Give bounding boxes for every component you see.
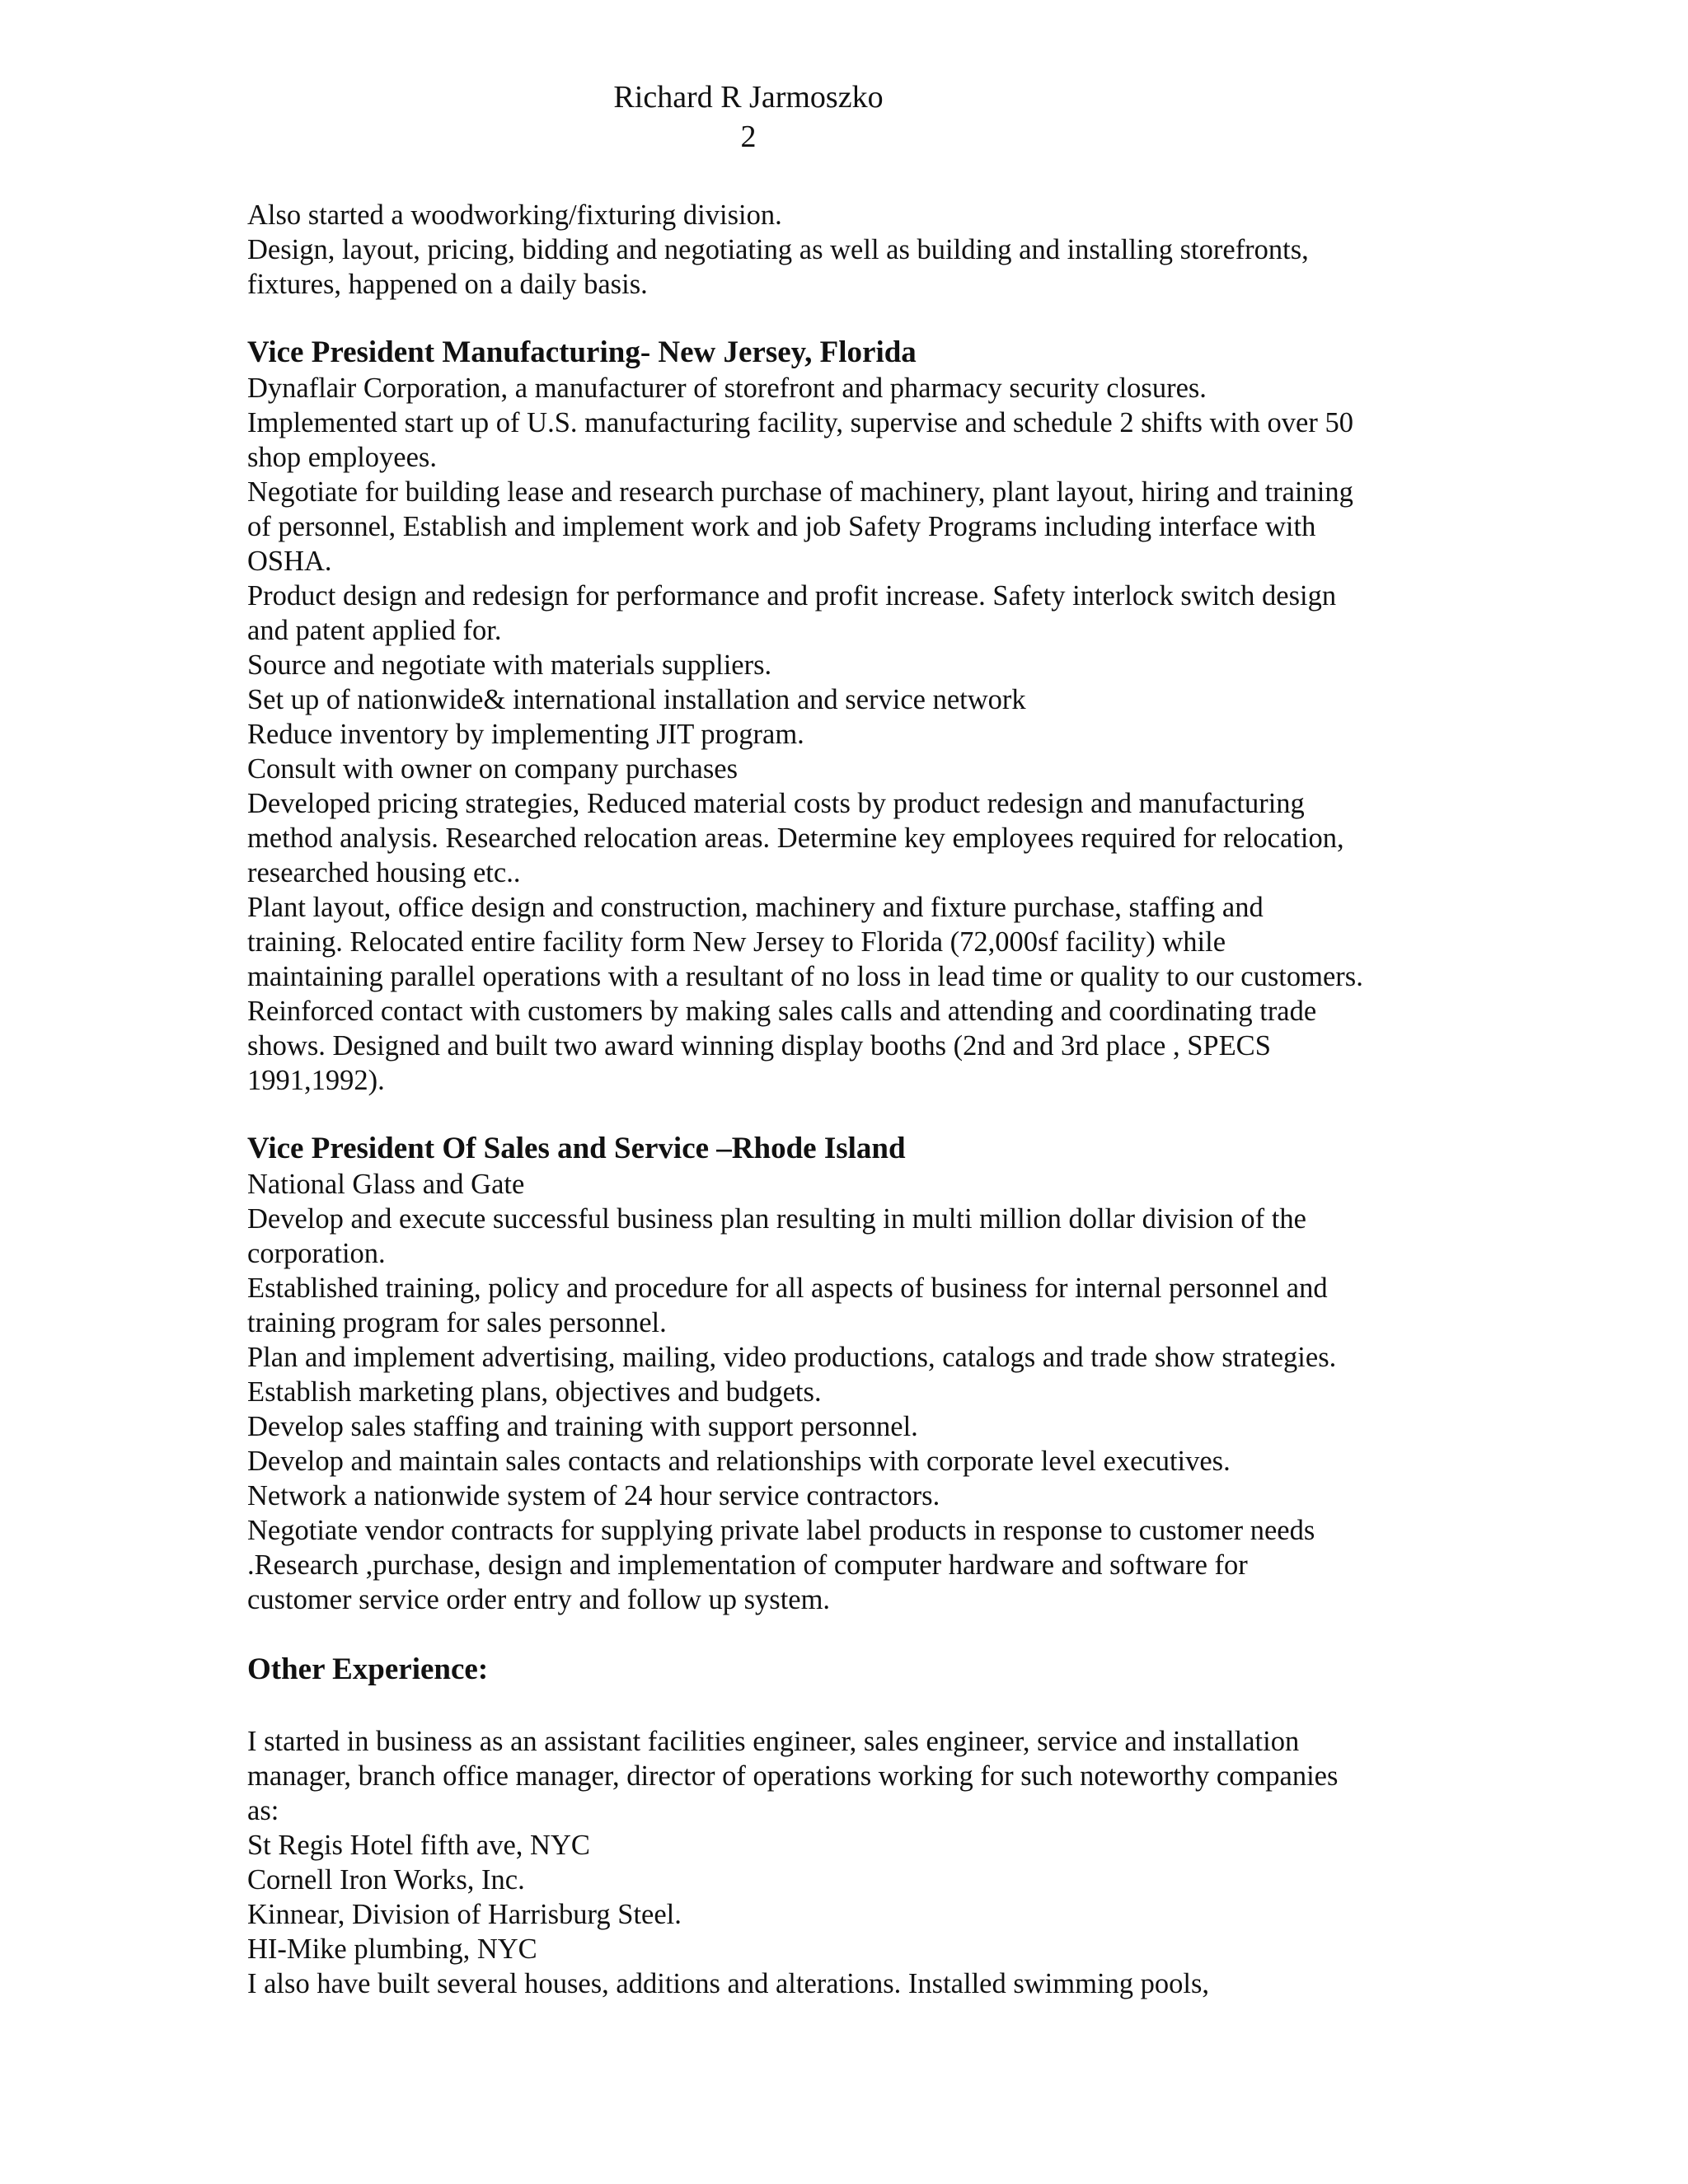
- section-line: manager, branch office manager, director of operations working for such noteworthy companies: [247, 1760, 1339, 1792]
- section-line: Set up of nationwide& international installation and service network: [247, 684, 1026, 715]
- section-line: of personnel, Establish and implement work and job Safety Programs including interface with: [247, 511, 1316, 542]
- section-vp-sales: [247, 1131, 1451, 1617]
- section-line: Product design and redesign for performance and profit increase. Safety interlock switch design: [247, 580, 1337, 612]
- section-line: St Regis Hotel fifth ave, NYC: [247, 1830, 590, 1861]
- section-line: Source and negotiate with materials suppliers.: [247, 649, 772, 681]
- section-line: .Research ,purchase, design and implementation of computer hardware and software for: [247, 1549, 1248, 1581]
- intro-line: fixtures, happened on a daily basis.: [247, 269, 648, 300]
- section-line: Plan and implement advertising, mailing, video productions, catalogs and trade show strategies.: [247, 1342, 1337, 1373]
- section-heading: Other Experience:: [247, 1652, 489, 1686]
- section-line: shows. Designed and built two award winning display booths (2nd and 3rd place , SPECS: [247, 1030, 1271, 1062]
- section-line: Develop and execute successful business plan resulting in multi million dollar division of the: [247, 1203, 1306, 1235]
- section-line: Develop and maintain sales contacts and relationships with corporate level executives.: [247, 1446, 1231, 1477]
- intro-line: Also started a woodworking/fixturing division.: [247, 199, 782, 231]
- section-line: Reduce inventory by implementing JIT program.: [247, 719, 804, 750]
- section-line: maintaining parallel operations with a resultant of no loss in lead time or quality to our customers.: [247, 961, 1363, 992]
- section-line: Developed pricing strategies, Reduced material costs by product redesign and manufacturing: [247, 788, 1305, 819]
- section-line: Cornell Iron Works, Inc.: [247, 1864, 525, 1896]
- section-line: training program for sales personnel.: [247, 1307, 667, 1338]
- section-line: OSHA.: [247, 546, 332, 577]
- section-line: Network a nationwide system of 24 hour service contractors.: [247, 1480, 940, 1511]
- page-header: [0, 77, 1688, 157]
- intro-line: Design, layout, pricing, bidding and negotiating as well as building and installing storefronts,: [247, 234, 1309, 265]
- section-line: National Glass and Gate: [247, 1169, 525, 1200]
- section-line: Negotiate for building lease and research purchase of machinery, plant layout, hiring and training: [247, 476, 1353, 508]
- author-name: Richard R Jarmoszko: [613, 80, 884, 115]
- section-line: method analysis. Researched relocation areas. Determine key employees required for relocation,: [247, 823, 1344, 854]
- section-line: Consult with owner on company purchases: [247, 753, 738, 785]
- section-line: Establish marketing plans, objectives and budgets.: [247, 1376, 822, 1408]
- section-heading: Vice President Of Sales and Service –Rhode Island: [247, 1132, 906, 1165]
- section-line: Implemented start up of U.S. manufacturing facility, supervise and schedule 2 shifts with over 50: [247, 407, 1353, 438]
- section-line: Reinforced contact with customers by making sales calls and attending and coordinating trade: [247, 996, 1317, 1027]
- section-line: as:: [247, 1795, 279, 1826]
- section-line: Negotiate vendor contracts for supplying private label products in response to customer needs: [247, 1515, 1315, 1546]
- section-line: Develop sales staffing and training with support personnel.: [247, 1411, 918, 1442]
- intro-block: [247, 198, 1451, 302]
- section-line: 1991,1992).: [247, 1065, 385, 1096]
- section-line: I also have built several houses, additions and alterations. Installed swimming pools,: [247, 1968, 1210, 1999]
- section-line: customer service order entry and follow up system.: [247, 1584, 831, 1615]
- section-line: training. Relocated entire facility form New Jersey to Florida (72,000sf facility) while: [247, 926, 1226, 958]
- page-number: 2: [740, 120, 757, 154]
- section-line: I started in business as an assistant facilities engineer, sales engineer, service and installation: [247, 1726, 1300, 1757]
- section-heading: Vice President Manufacturing- New Jersey, Florida: [247, 335, 917, 369]
- section-line: corporation.: [247, 1238, 386, 1269]
- section-vp-manufacturing: [247, 335, 1451, 1098]
- section-line: Plant layout, office design and construction, machinery and fixture purchase, staffing and: [247, 892, 1264, 923]
- section-line: researched housing etc..: [247, 857, 521, 888]
- section-line: and patent applied for.: [247, 615, 502, 646]
- section-other-experience: [247, 1652, 1451, 2001]
- section-line: shop employees.: [247, 442, 437, 473]
- resume-body: [247, 198, 1451, 2001]
- section-line: Kinnear, Division of Harrisburg Steel.: [247, 1899, 682, 1930]
- section-line: Established training, policy and procedure for all aspects of business for internal personnel and: [247, 1272, 1328, 1304]
- section-line: HI-Mike plumbing, NYC: [247, 1933, 537, 1965]
- section-line: Dynaflair Corporation, a manufacturer of storefront and pharmacy security closures.: [247, 373, 1207, 404]
